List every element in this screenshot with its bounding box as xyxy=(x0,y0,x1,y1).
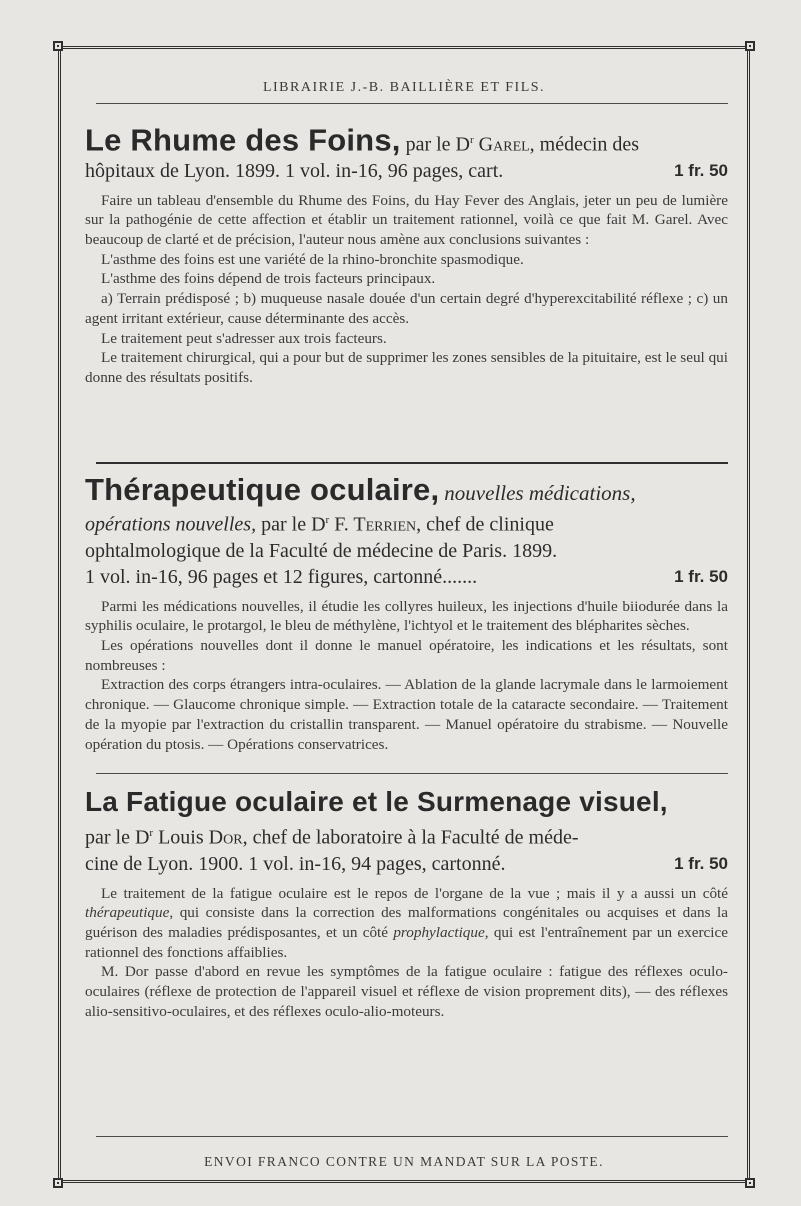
book-price: 1 fr. 50 xyxy=(674,853,728,873)
text-run: , qui est l'entraînement par un exercice rationnel des fonctions affaiblies. xyxy=(85,924,729,961)
entry-details xyxy=(85,565,728,589)
description-paragraph xyxy=(85,884,728,963)
entry-description xyxy=(85,884,728,1022)
entry-title-line xyxy=(85,472,728,507)
description-paragraph: a) Terrain prédisposé ; b) muqueuse nasale douée d'un certain degré d'hyperexcitabilité réflexe ; c) un agent irritant extérieur, cause déterminante des accès. xyxy=(85,290,728,327)
dr-superscript: r xyxy=(149,827,154,839)
author-prefix: par le D xyxy=(85,826,150,849)
corner-ornament xyxy=(745,41,755,51)
book-subtitle-cont: opérations nouvelles, xyxy=(85,513,257,536)
book-title: Le Rhume des Foins, xyxy=(85,122,401,158)
entry-rhume-des-foins xyxy=(85,122,728,388)
book-title: La Fatigue oculaire et le Surmenage visuel, xyxy=(85,786,668,817)
page-footer: ENVOI FRANCO CONTRE UN MANDAT SUR LA POSTE. xyxy=(204,1154,604,1169)
entry-author-line xyxy=(85,821,728,850)
entry-details xyxy=(85,159,728,183)
dr-superscript: r xyxy=(470,134,474,146)
author-affiliation-cont: ophtalmologique de la Faculté de médecine de Paris. 1899. xyxy=(85,539,558,562)
entry-description xyxy=(85,191,728,388)
corner-ornament xyxy=(53,41,63,51)
description-paragraph: Extraction des corps étrangers intra-oculaires. — Ablation de la glande lacrymale dans le larmoiement chronique. — Glaucome chronique simple. — Extraction totale de la cataracte secondaire. — Traitement de la myopie par l'extraction du cristallin transparent. — Manuel opératoire du strabisme. — Nouvelle opération du ptosis. — Opérations conservatrices. xyxy=(85,676,728,753)
entry-title-line xyxy=(85,786,728,817)
section-divider xyxy=(96,462,728,464)
author-affiliation: , chef de laboratoire à la Faculté de méde- xyxy=(242,826,579,849)
description-paragraph: Le traitement peut s'adresser aux trois facteurs. xyxy=(101,329,387,347)
description-paragraph: Faire un tableau d'ensemble du Rhume des Foins, du Hay Fever des Anglais, jeter un peu de lumière sur la pathogénie de cette affection et établir un traitement rationnel, voilà ce que fait M. Garel. Avec beaucoup de clarté et de précision, l'auteur nous amène aux conclusions suivantes : xyxy=(85,191,728,249)
entry-fatigue-oculaire xyxy=(85,786,729,1022)
author-prefix: par le D xyxy=(261,513,326,536)
text-run-italic: prophylactique xyxy=(393,924,485,942)
entry-title-line xyxy=(85,122,728,158)
text-run: , qui consiste dans la correction des malformations congénitales ou acquises et dans la guérison des maladies prédisposantes, et un côté xyxy=(85,904,728,942)
text-run-italic: thérapeutique xyxy=(85,904,170,922)
section-divider xyxy=(96,773,728,774)
header-rule xyxy=(96,103,728,104)
description-paragraph: Parmi les médications nouvelles, il étudie les collyres huileux, les injections d'huile biiodurée dans la syphilis oculaire, le protargol, le bleu de méthylène, l'ichtyol et le traitement des blépharites sèches. xyxy=(85,597,728,635)
author-affiliation: , médecin des xyxy=(529,133,640,156)
author-affiliation: , chef de clinique xyxy=(416,513,554,536)
corner-ornament xyxy=(53,1178,63,1188)
dr-superscript: r xyxy=(325,514,330,526)
author-name: Dor xyxy=(208,826,243,849)
description-paragraph: L'asthme des foins est une variété de la rhino-bronchite spasmodique. xyxy=(101,250,524,268)
text-run: Le traitement de la fatigue oculaire est le repos de l'organe de la vue ; mais il y a aussi un côté xyxy=(101,884,728,902)
book-price: 1 fr. 50 xyxy=(674,566,728,586)
author-name: F. Terrien xyxy=(334,513,417,536)
book-details: cine de Lyon. 1900. 1 vol. in-16, 94 pages, cartonné. xyxy=(85,852,506,875)
entry-description xyxy=(85,597,728,755)
author-first-name: Louis xyxy=(158,826,204,849)
book-price: 1 fr. 50 xyxy=(674,160,728,180)
description-paragraph: M. Dor passe d'abord en revue les symptômes de la fatigue oculaire : fatigue des réflexes oculo-oculaires (réflexe de protection de l'appareil visuel et réflexe de vision proprement dits), — des réflexes alio-sensitivo-oculaires, et des réflexes oculo-alio-moteurs. xyxy=(85,963,728,1020)
description-paragraph: L'asthme des foins dépend de trois facteurs principaux. xyxy=(101,270,436,288)
book-subtitle: nouvelles médications, xyxy=(444,481,636,505)
entry-therapeutique-oculaire xyxy=(85,472,728,754)
description-paragraph: Les opérations nouvelles dont il donne le manuel opératoire, les indications et les résultats, sont nombreuses : xyxy=(85,637,728,674)
book-title: Thérapeutique oculaire, xyxy=(85,472,440,507)
entry-details xyxy=(85,852,728,876)
book-details: 1 vol. in-16, 96 pages et 12 figures, cartonné....... xyxy=(85,565,478,588)
footer-rule xyxy=(96,1136,728,1137)
book-details: hôpitaux de Lyon. 1899. 1 vol. in-16, 96 pages, cart. xyxy=(85,159,504,182)
description-paragraph: Le traitement chirurgical, qui a pour but de supprimer les zones sensibles de la pituitaire, est le seul qui donne des résultats positifs. xyxy=(85,349,728,386)
entry-author-line xyxy=(85,508,728,537)
corner-ornament xyxy=(745,1178,755,1188)
author-prefix: par le D xyxy=(405,133,470,156)
page-header: LIBRAIRIE J.-B. BAILLIÈRE ET FILS. xyxy=(262,80,546,95)
author-name: Garel xyxy=(478,133,530,156)
